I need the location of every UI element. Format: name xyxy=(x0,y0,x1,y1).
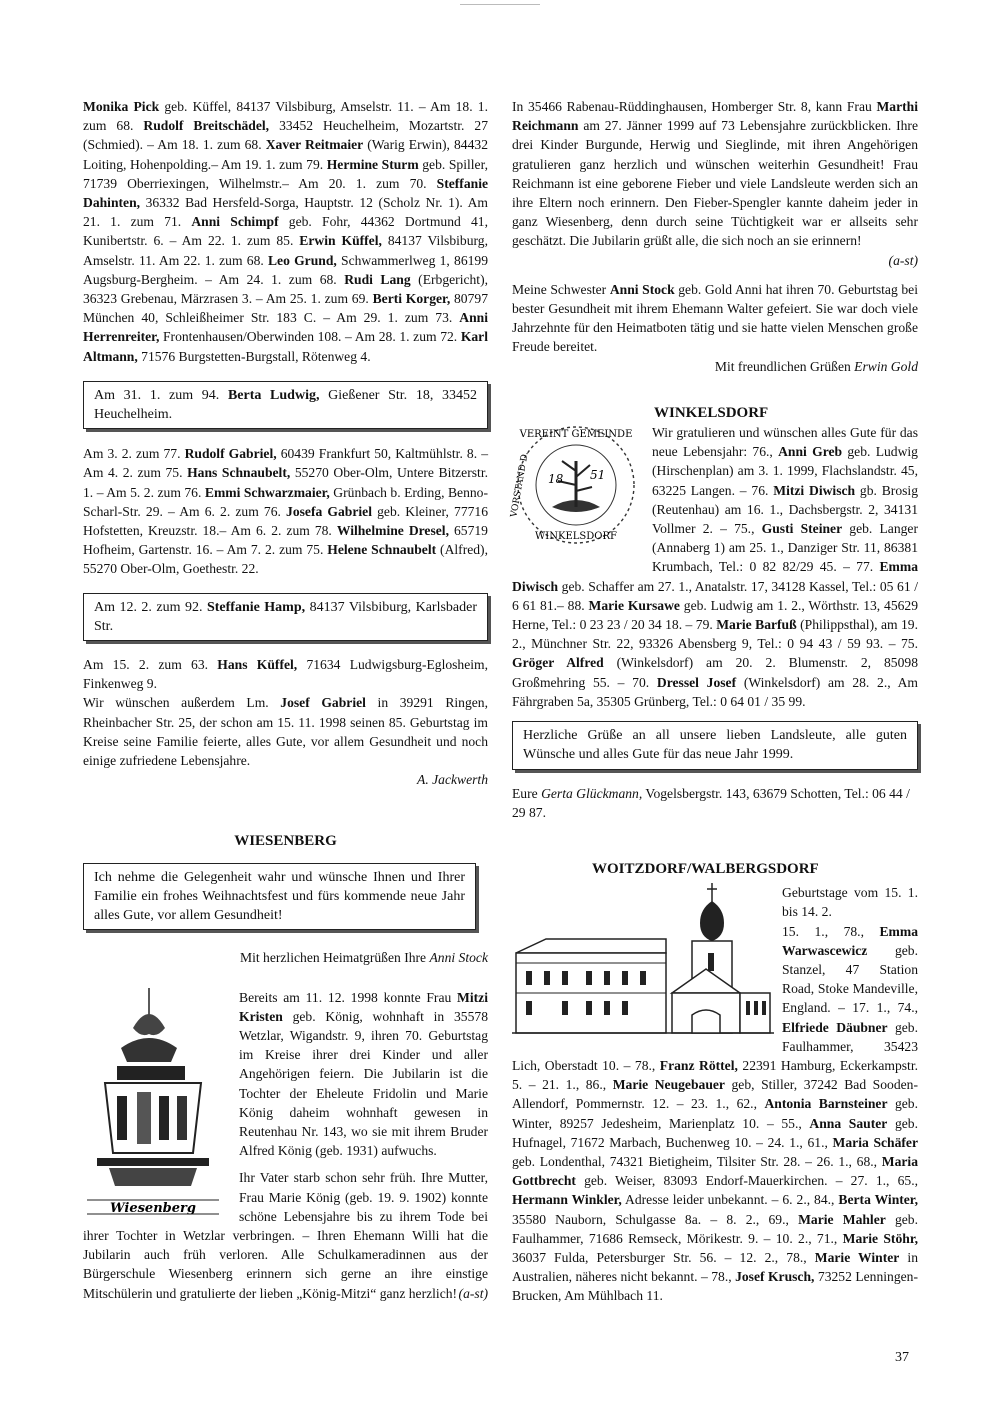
text-run: geb. Ludwig (Hirschenplan) am 3. 1. 1999, Flachslandstr. 45, 63225 Langen. – 76. xyxy=(652,444,918,498)
name-bold: Josefa Gabriel xyxy=(286,503,372,519)
text-run: (Warig Erwin), 84432 Loiting, Hohenpolding.– Am 19. 1. zum 79. xyxy=(83,137,488,172)
text-run: geb. Küffel, 84137 Vilsbiburg, Amselstr. 11. – Am 18. 1. zum 68. xyxy=(83,99,488,134)
text-run: Herzliche Grüße an all unsere lieben Landsleute, alle guten Wünsche und alles Gute für das neue Jahr 1999. xyxy=(523,728,907,763)
seal-bottom-text: WINKELSDORF xyxy=(535,531,617,543)
text-run: 71576 Burgstetten-Burgstall, Rötenweg 4. xyxy=(137,348,371,364)
name-bold: Franz Röttel, xyxy=(659,1057,738,1073)
box-text xyxy=(94,388,477,422)
text-run: geb. Winter, 89257 Jedesheim, Marienplatz 10. – 55., xyxy=(512,1096,918,1131)
woitzdorf-church-illustration xyxy=(512,883,774,1035)
wiesenberg-emblem xyxy=(83,988,223,1218)
seal-top-text: VEREINT GEMEINDE xyxy=(519,429,633,441)
seal-year-right: 51 xyxy=(590,468,606,483)
text-run: geb. Stanzel, 47 Station Road, Stoke Mandeville, England. – 17. 1., 74., xyxy=(782,942,918,1016)
gerta-glueckmann-signoff xyxy=(512,784,918,822)
text-run: geb. Londenthal, 74321 Bietigheim, Tilsiter Str. 28. – 26. 1., 68., xyxy=(512,1153,882,1169)
text-run: Vogelsbergstr. 143, 63679 Schotten, Tel.: 06 44 / 29 87. xyxy=(512,785,910,820)
text-run: Schwammerlweg 1, 86199 Augsburg-Bergheim. – Am 24. 1. zum 68. xyxy=(83,252,489,287)
text-run: geb. Hufnagel, 71672 Marbach, Buchenweg 10. – 24. 1., 61., xyxy=(512,1115,918,1150)
name-bold: Marie Neugebauer xyxy=(612,1077,725,1093)
birthday-hans-kueffel xyxy=(83,655,488,693)
box-text xyxy=(523,728,907,762)
text-run: Mit freundlichen Grüßen xyxy=(714,358,855,374)
text-run: 71634 Ludwigsburg-Eglosheim, Finkenweg 9. xyxy=(83,657,489,692)
text-run: In 35466 Rabenau-Rüddinghausen, Homberger Str. 8, kann Frau xyxy=(512,99,877,114)
text-run: (Winkelsdorf) am 20. 2. Blumenstr. 2, 85098 Großmehring 55. – 70. xyxy=(512,655,918,690)
text-run: 84137 Vilsbiburg, Amselstr. 11. Am 22. 1. zum 68. xyxy=(83,233,488,268)
name-bold: Antonia Barnsteiner xyxy=(764,1096,888,1112)
name-bold: Anna Sauter xyxy=(809,1115,888,1131)
name-bold: Rudolf Gabriel, xyxy=(184,446,277,462)
text-run: 65719 Hofheim, Gartenstr. 16. – Am 7. 2. zum 75. xyxy=(83,523,488,558)
text-run: in 39291 Ringen, Rheinbacher Str. 25, der schon am 15. 11. 1998 seinen 85. Geburtstag im Kreise seine Familie feierte, alles Gute, vor allem Gesundheit und noch einige zufriedene Lebensjahre. xyxy=(83,695,488,769)
text-run: 22391 Hamburg, Eckerkampstr. 5. – 21. 1., 86., xyxy=(512,1057,918,1093)
text-run: Am 31. 1. zum 94. xyxy=(94,387,228,403)
greeting-box-wiesenberg xyxy=(83,863,476,931)
winkelsdorf-seal xyxy=(509,411,640,559)
text-run: 60439 Frankfurt 50, Kaltmühlstr. 8. – Am 4. 2. zum 75. xyxy=(83,446,489,481)
box-text xyxy=(94,870,465,923)
name-bold: Emma Warwascewicz xyxy=(782,923,918,958)
birthday-josef-gabriel xyxy=(83,693,488,770)
text-run: Frontenhausen/Oberwinden 108. – Am 28. 1. zum 72. xyxy=(159,329,461,345)
text-run: am 27. Jänner 1999 auf 73 Lebensjahre zurückblicken. Ihre drei Kinder Burgunde, Herwig und Sieglinde, mit ihren Angehörigen gratulieren ganz herzlich und wünschen weiterhin Gesundheit! Frau Reichmann ist eine geborene Fieber und viele Landsleute werden sich an ihre Eltern noch erinnern. Den Fieber-Spengler kannte daheim jeder in ganz Wiesenberg, denn durch seine Tüchtigkeit war er allseits sehr geschätzt. Die Jubilarin grüßt alle, die sich noch an sie erinnern! xyxy=(512,118,918,249)
name-bold: Rudi Lang xyxy=(344,271,411,287)
name-bold: Marie Barfuß xyxy=(716,617,797,633)
name-bold: Anni Greb xyxy=(778,444,843,460)
name-bold: Marie Mahler xyxy=(798,1211,886,1227)
text-run: 35580 Nauborn, Schulgasse 8a. – 8. 2., 69., xyxy=(512,1211,799,1227)
name-bold: Mitzi Diwisch xyxy=(773,482,856,498)
text-run: in Australien, näheres nicht bekannt. – 78., xyxy=(512,1249,918,1285)
name-bold: Maria Gottbrecht xyxy=(512,1153,918,1189)
name-bold: Anni Stock xyxy=(609,281,675,297)
text-run: Gießener Str. 18, 33452 Heuchelheim. xyxy=(94,387,478,423)
birthday-list-february xyxy=(83,444,488,578)
text-run: geb. Gold Anni hat ihren 70. Geburtstag bei bester Gesundheit mit ihrem Ehemann Walter gefeiert. Sie war doch viele Jahrzehnte für den Heimatboten tätig und sie hatte vielen Menschen große Freude bereitet. xyxy=(512,281,918,355)
text-run: 36037 Fulda, Petersburger Str. 56. – 12. 2., 78., xyxy=(512,1249,815,1265)
name-bold: Marthi Reichmann xyxy=(512,99,918,134)
name-bold: Berta Winter, xyxy=(838,1192,918,1208)
text-run: 80797 München 40, Schleißheimer Str. 183 C. – Am 29. 1. zum 73. xyxy=(83,291,488,326)
name-bold: Leo Grund, xyxy=(267,252,337,268)
name-italic: Gerta Glückmann, xyxy=(541,785,643,801)
name-bold: Berta Ludwig, xyxy=(227,387,320,403)
text-run: (Erbgericht), 36323 Grebenau, Märzrasen 3. – Am 25. 1. zum 69. xyxy=(83,271,488,307)
text-run: geb. Spiller, 71739 Oberriexingen, Wilhelmstr.– Am 20. 1. zum 70. xyxy=(83,156,488,191)
page-number: 37 xyxy=(895,1350,909,1365)
text-run: geb. Langer (Annaberg 1) am 25. 1., Danziger Str. 11, 86381 Krumbach, Tel.: 0 82 82/29 45. – 77. xyxy=(652,521,918,575)
text-run: 84137 Vilsbiburg, Karlsbader Str. xyxy=(94,599,477,634)
name-italic: Erwin Gold xyxy=(854,358,918,374)
text-run: Grünbach b. Erding, Benno-Scharl-Str. 29. – Am 6. 2. zum 76. xyxy=(83,484,488,519)
text-run: Adresse leider unbekannt. – 6. 2., 84., xyxy=(621,1192,839,1208)
name-bold: Emma Diwisch xyxy=(512,559,918,594)
section-heading-wiesenberg: WIESENBERG xyxy=(234,832,337,849)
text-run: geb. Faulhammer, 71686 Remseck, Mörikestr. 9. – 10. 2., 71., xyxy=(512,1211,918,1246)
name-bold: Marie Winter xyxy=(814,1249,900,1265)
highlight-box-steffanie-hamp xyxy=(83,593,488,641)
name-bold: Maria Schäfer xyxy=(832,1134,918,1150)
greeting-box-winkelsdorf xyxy=(512,721,918,769)
emblem-label: Wiesenberg xyxy=(110,1200,196,1216)
name-bold: Marie Kursawe xyxy=(588,597,680,613)
marthi-reichmann-text xyxy=(512,97,918,251)
text-run: (Philippsthal), am 19. 2., Münchner Str. 22, 93326 Abensberg 9, Tel.: 0 94 43 / 59 93. – 75. xyxy=(512,617,918,652)
name-bold: Mitzi Kristen xyxy=(239,989,488,1024)
text-run: 73252 Lenningen-Brucken, Am Mühlbach 11. xyxy=(512,1269,918,1304)
name-bold: Monika Pick xyxy=(83,99,160,114)
text-run: geb. Ludwig am 1. 2., Wörthstr. 13, 45629 Herne, Tel.: 0 23 23 / 20 34 18. – 79. xyxy=(512,597,919,633)
text-run: Am 3. 2. zum 77. xyxy=(83,446,185,462)
greeting-anni-stock xyxy=(83,948,488,967)
name-bold: Anni Schimpf xyxy=(191,214,279,230)
name-bold: Rudolf Breitschädel, xyxy=(143,118,270,134)
name-bold: Marie Stöhr, xyxy=(842,1230,918,1246)
signature-a-st-right: (a-st) xyxy=(888,252,918,268)
text-run: Ich nehme die Gelegenheit wahr und wünsche Ihnen und Ihrer Familie ein frohes Weihnachtsfest und fürs kommende neue Jahr alles Gute, vor allem Gesundheit! xyxy=(94,869,465,924)
name-bold: Gusti Steiner xyxy=(761,521,843,537)
woitzdorf-article xyxy=(512,883,918,1305)
name-bold: Dressel Josef xyxy=(656,674,737,690)
birthday-list-january xyxy=(83,97,488,366)
winkelsdorf-article xyxy=(509,423,919,711)
name-bold: Gröger Alfred xyxy=(512,655,604,671)
text-run: geb. Kleiner, 77716 Hofstetten, Kreuzstr. 18.– Am 6. 2. zum 78. xyxy=(83,503,489,539)
name-bold: Hans Küffel, xyxy=(217,657,298,673)
anni-stock-text xyxy=(512,280,918,357)
text-run: (Alfred), 55270 Ober-Olm, Goethestr. 22. xyxy=(83,542,488,577)
name-bold: Elfriede Däubner xyxy=(782,1019,888,1035)
name-bold: Karl Altmann, xyxy=(83,329,488,364)
text-run: Geburtstage vom 15. 1. bis 14. 2. xyxy=(782,885,918,920)
name-bold: Berti Korger, xyxy=(372,291,451,307)
highlight-box-berta-ludwig xyxy=(83,381,488,429)
seal-year-left: 18 xyxy=(548,472,564,487)
name-bold: Josef Gabriel xyxy=(280,695,366,711)
name-bold: Xaver Reitmaier xyxy=(265,137,364,153)
text-run: 55270 Ober-Olm, Untere Bitzerstr. 1. – Am 5. 2. zum 76. xyxy=(83,465,488,500)
name-bold: Hermine Sturm xyxy=(326,156,419,172)
text-run: gb. Brosig (Reutenhau) am 16. 1., Dachsbergstr. 2, 34131 Vollmer 2. – 75., xyxy=(652,482,918,537)
name-bold: Erwin Küffel, xyxy=(299,233,382,249)
right-column xyxy=(509,97,919,1306)
name-italic: Anni Stock xyxy=(429,950,488,966)
text-run: 36332 Bad Hersfeld-Sorga, Hauptstr. 12 (Scholz Nr. 1). Am 21. 1. zum 71. xyxy=(83,195,488,230)
text-run: Am 12. 2. zum 92. xyxy=(94,599,207,615)
mitzi-kristen-article xyxy=(83,988,488,1303)
text-run: Am 15. 2. zum 63. xyxy=(83,657,218,673)
top-rule xyxy=(460,4,540,5)
name-bold: Hermann Winkler, xyxy=(512,1192,622,1208)
section-heading-winkelsdorf: WINKELSDORF xyxy=(654,404,769,421)
text-run: Bereits am 11. 12. 1998 konnte Frau xyxy=(239,989,458,1005)
text-run: geb. König, wohnhaft in 35578 Wetzlar, Wigandstr. 9, ihren 70. Geburtstag im Kreise ihrer drei Kinder und aller Angehörigen feiern. Die Jubilarin ist die Tochter der Eheleute Fridolin und Marie König daheim wohnhaft gewesen in Reutenhau Nr. 143, wo sie mit ihrem Bruder Alfred König (geb. 1931) aufwuchs. xyxy=(239,1008,488,1159)
name-bold: Anni Herrenreiter, xyxy=(83,310,488,345)
section-heading-woitzdorf: WOITZDORF/WALBERGSDORF xyxy=(592,860,819,877)
text-run: geb. Faulhammer, 35423 Lich, Oberstadt 10. – 78., xyxy=(512,1019,918,1073)
box-text xyxy=(94,600,477,634)
text-run: geb. Schaffer am 27. 1., Anatalstr. 17, 34128 Kassel, Tel.: 05 61 / 6 61 81.– 88. xyxy=(512,578,918,613)
name-bold: Hans Schnaubelt, xyxy=(187,465,291,481)
text-run: Meine Schwester xyxy=(512,281,610,297)
name-bold: Emmi Schwarzmaier, xyxy=(204,484,330,500)
text-run: Mit herzlichen Heimatgrüßen Ihre xyxy=(240,950,430,966)
signature-jackwerth: A. Jackwerth xyxy=(417,772,488,788)
text-run: geb, Stiller, 37242 Bad Sooden-Allendorf, Pommernstr. 12. – 23. 1., 62., xyxy=(512,1077,918,1112)
text-run: 15. 1., 78., xyxy=(782,923,880,939)
seal-left-text: VORSTAND D. xyxy=(509,451,531,519)
text-run: Wir wünschen außerdem Lm. xyxy=(83,695,281,711)
name-bold: Steffanie Dahinten, xyxy=(83,175,488,211)
text-run: 33452 Heuchelheim, Mozartstr. 27 (Schmied). – Am 18. 1. zum 68. xyxy=(83,118,488,153)
name-bold: Steffanie Hamp, xyxy=(206,599,306,615)
text-run: geb. Weiser, 83093 Endorf-Mauerkirchen. – 27. 1., 65., xyxy=(575,1173,918,1189)
text-run: geb. Fohr, 44362 Dortmund 41, Kunibertstr. 6. – Am 22. 1. zum 85. xyxy=(83,214,488,249)
greeting-erwin-gold xyxy=(512,357,918,376)
text-run: Eure xyxy=(512,785,542,801)
signature-a-st-left: (a-st) xyxy=(458,1285,488,1301)
text-run: Ihr Vater starb schon sehr früh. Ihre Mutter, Frau Marie König (geb. 19. 9. 1902) konnte schöne Lebensjahre bis zu ihrem Tode bei ihrer Tochter in Wetzlar verbringen. – Ihren Ehemann Willi hat die Jubilarin auch früh verloren. Alle Schulkameradinnen aus der Bürgerschule Wiesenberg erinnern sich gerne an ihre einstige Mitschülerin und gratulierte der lieben „König-Mitzi“ ganz herzlich! xyxy=(83,1170,488,1301)
name-bold: Wilhelmine Dresel, xyxy=(336,523,449,539)
left-column xyxy=(83,97,488,1303)
name-bold: Helene Schnaubelt xyxy=(327,542,437,558)
text-run: Wir gratulieren und wünschen alles Gute für das neue Lebensjahr: 76., xyxy=(652,425,918,460)
text-run: (Winkelsdorf) am 28. 2., Am Fährgraben 5a, 35305 Grünberg, Tel.: 0 64 01 / 35 99. xyxy=(512,674,918,709)
name-bold: Josef Krusch, xyxy=(735,1269,815,1285)
